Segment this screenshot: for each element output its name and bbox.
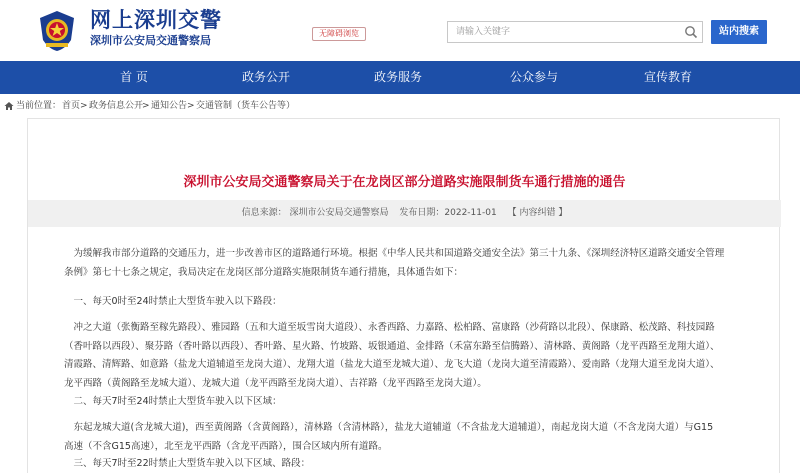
home-icon (4, 101, 14, 111)
nav-item-gov-service[interactable]: 政务服务 (373, 70, 422, 84)
article-source: 信息来源： 深圳市公安局交通警察局 (241, 208, 389, 218)
article-paragraph: 东起龙城大道(含龙城大道)，西至黄阁路（含黄阁路），清林路（含清林路），盐龙大道辅道（不含盐龙大道辅道），南起龙岗大道（不含龙岗大道）与G15 高速（不含G15高速），北至龙平西路（含龙平西路），围合区域内所有道路。 (64, 422, 714, 452)
article-paragraph: 二、每天7时至24时禁止大型货车驶入以下区域： (73, 396, 282, 407)
article-meta (28, 200, 781, 227)
site-search-button[interactable]: 站内搜索 (711, 20, 767, 44)
article-paragraph: 三、每天7时至22时禁止大型货车驶入以下区域、路段： (73, 458, 311, 469)
nav-item-participation[interactable]: 公众参与 (509, 70, 558, 84)
error-report-link[interactable]: 【 内容纠错 】 (507, 208, 568, 218)
main-nav (0, 61, 800, 94)
breadcrumb-separator: > (187, 101, 195, 111)
breadcrumb-home[interactable]: 首页 (62, 101, 81, 111)
police-emblem-icon[interactable] (38, 10, 76, 52)
article-paragraph: 为缓解我市部分道路的交通压力，进一步改善市区的道路通行环境。根据《中华人民共和国道路交通安全法》第三十九条、《深圳经济特区道路交通安全管理 条例》第七十七条之规定，我局决定在龙岗区部分道路实施限制货车通行措施，具体通告如下： (64, 248, 725, 278)
breadcrumb-gov-info[interactable]: 政务信息公开 (89, 101, 144, 111)
breadcrumb-notices[interactable]: 通知公告 (151, 101, 188, 111)
article-title: 深圳市公安局交通警察局关于在龙岗区部分道路实施限制货车通行措施的通告 (183, 175, 626, 190)
article-paragraph: 冲之大道（张衡路至稼先路段）、雅园路（五和大道至坂雪岗大道段）、永香西路、力嘉路、松柏路、富康路（沙荷路以北段）、保康路、松茂路、科技园路 （香叶路以西段）、聚芬路（香叶路以西段）、香叶路、星火路、竹坡路、坂银通道、金排路（禾富东路至信腾路）、清林路、黄阁路（龙平西路至龙翔大道）、 清霞路、清辉路、如意路（盐龙大道辅道至龙岗大道）、龙翔大道（盐龙大道至龙城大道）、龙飞大道（龙岗大道至清霞路）、爱南路（龙翔大道至龙岗大道）、 龙平西路（黄阁路至龙城大道）、龙城大道（龙平西路至龙岗大道）、吉祥路（龙平西路至龙岗大道）。 (64, 322, 720, 389)
breadcrumb-separator: > (80, 101, 88, 111)
search-box (447, 21, 703, 43)
article-container (27, 118, 780, 473)
breadcrumb-prefix: 当前位置： (16, 101, 62, 111)
search-input[interactable] (456, 25, 676, 39)
breadcrumb-separator: > (142, 101, 150, 111)
breadcrumb-traffic-control[interactable]: 交通管制（货车公告等） (196, 101, 296, 111)
nav-item-education[interactable]: 宣传教育 (643, 70, 692, 84)
accessibility-button[interactable]: 无障碍浏览 (312, 27, 366, 41)
article-paragraph: 一、每天0时至24时禁止大型货车驶入以下路段： (73, 296, 282, 307)
breadcrumb (0, 96, 800, 116)
site-header (0, 0, 800, 60)
nav-item-home[interactable]: 首 页 (120, 70, 148, 84)
site-subtitle: 深圳市公安局交通警察局 (90, 34, 211, 47)
nav-item-gov-info[interactable]: 政务公开 (241, 70, 290, 84)
site-title[interactable]: 网上深圳交警 (90, 8, 222, 32)
article-date: 发布日期：2022-11-01 (399, 208, 497, 218)
search-icon[interactable] (684, 25, 698, 39)
